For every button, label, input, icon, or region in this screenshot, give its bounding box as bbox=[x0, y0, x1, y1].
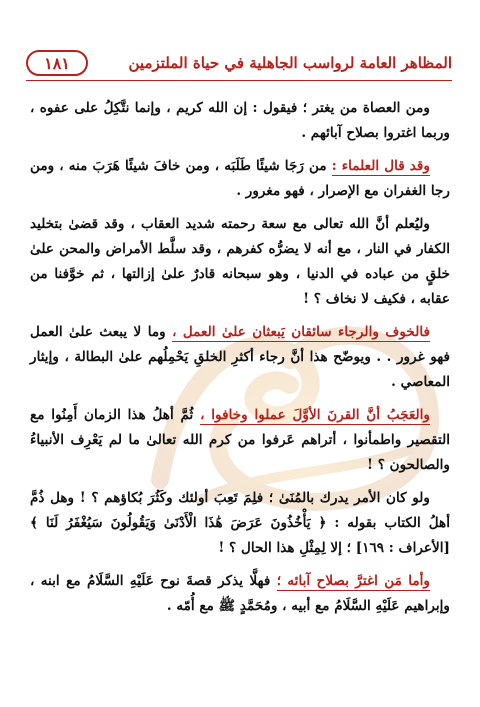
page-number: ١٨١ bbox=[26, 50, 88, 76]
paragraph-text: وما لا يبعث علىٰ العمل فهو غرور . . ويوضّح هذا أنَّ رجاء أكثرِ الخلقِ يَحْمِلُهم علىٰ البطالة ، وإيثار المعاصي . bbox=[30, 324, 450, 390]
paragraph-lead: والعَجَبُ أنَّ القرنَ الأوَّلَ عملوا وخافوا ، bbox=[200, 407, 430, 423]
body-text bbox=[30, 96, 450, 627]
paragraph-text: من رَجَا شيئًا طَلَبَه ، ومن خافَ شيئًا هَرَبَ منه ، ومن رجا الغفران مع الإصرار ، فهو مغرور . bbox=[30, 158, 450, 199]
paragraph bbox=[30, 486, 450, 561]
paragraph-text: ثُمَّ أهلُ هذا الزمان أَمِنُوا مع التقصير واطمأنوا ، أتراهم عَرفوا من كرم الله تعالىٰ ما لم يَعْرِف الأنبياءُ والصالحون ؟ ! bbox=[30, 407, 450, 473]
paragraph-text: فهلَّا يذكر قصةَ نوح عَلَيْهِ السَّلَامُ مع ابنه ، وإبراهيم عَلَيْهِ السَّلَامُ مع أبيه ، ومُحَمَّدٍ ﷺ مع أُمّه . bbox=[30, 573, 450, 614]
page-header bbox=[26, 48, 452, 84]
paragraph-lead: وأما مَن اغترَّ بصلاح آبائه ؛ bbox=[276, 573, 430, 589]
paragraph-text: ومن العصاة من يغتر ؛ فيقول : إن الله كريم ، وإنما نتَّكِلُ على عفوه ، وربما اغتروا بصلاح آبائهم . bbox=[30, 100, 450, 141]
paragraph bbox=[30, 320, 450, 395]
paragraph bbox=[30, 96, 450, 146]
paragraph-lead: فالخوف والرجاء سائقان يَبعثان علىٰ العمل ، bbox=[172, 324, 430, 340]
paragraph bbox=[30, 569, 450, 619]
header-rule bbox=[26, 80, 452, 81]
paragraph bbox=[30, 212, 450, 312]
paragraph-text: ولو كان الأمر يدرك بالمُنَىٰ ؛ فلِمَ تَعِبَ أولئك وكَثُرَ بُكاؤهم ؟ ! وهل ذُمَّ أهلُ الكتاب بقوله : ﴿ يَأْخُذُونَ عَرَضَ هَٰذَا الْأَدْنَىٰ وَيَقُولُونَ سَيُغْفَرُ لَنَا ﴾ [الأعراف : ١٦٩] ؛ إلا لِمِثْلِ هذا الحال ؟ ! bbox=[30, 490, 450, 556]
paragraph-text: وليُعلم أنَّ الله تعالى مع سعة رحمته شديد العقاب ، وقد قضىٰ بتخليد الكفار في النار ، مع أنه لا يضرُّه كفرهم ، وقد سلَّط الأمراض والمحن علىٰ خلقٍ من عباده في الدنيا ، وهو سبحانه قادرٌ علىٰ إزالتها ، ثم خوَّفنا من عقابه ، فكيف لا نخاف ؟ ! bbox=[30, 216, 450, 307]
paragraph bbox=[30, 403, 450, 478]
paragraph bbox=[30, 154, 450, 204]
running-head: المظاهر العامة لرواسب الجاهلية في حياة الملتزمين bbox=[128, 54, 452, 72]
paragraph-lead: وقد قال العلماء : bbox=[331, 158, 430, 174]
